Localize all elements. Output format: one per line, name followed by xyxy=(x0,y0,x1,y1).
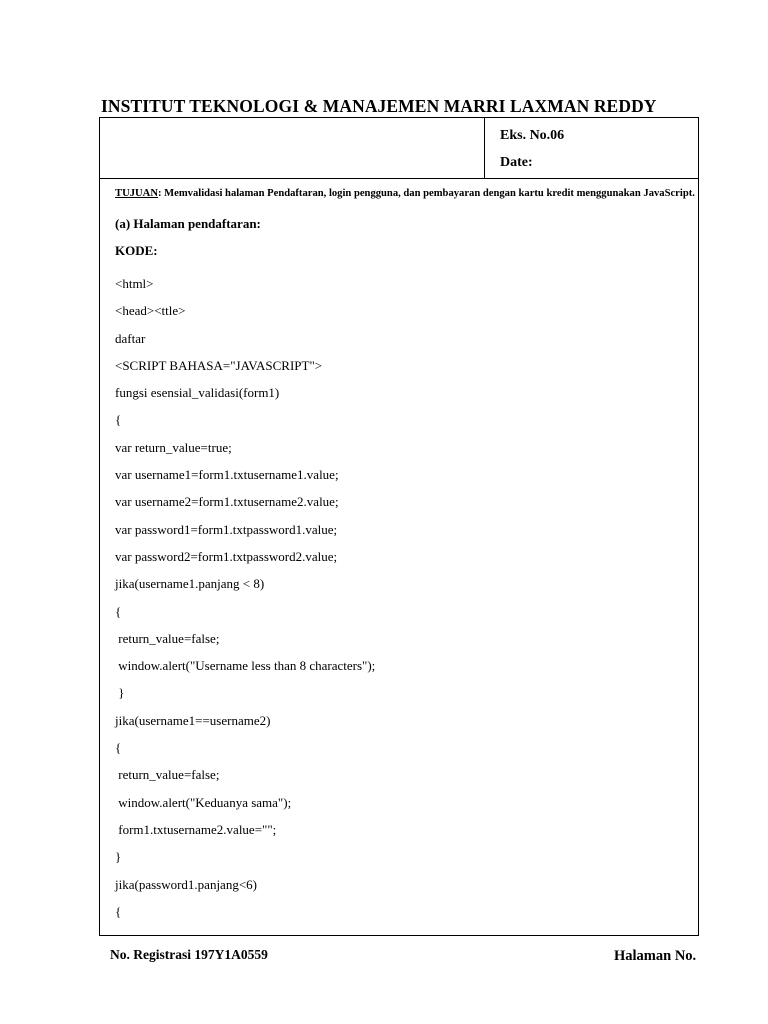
code-line: return_value=false; xyxy=(115,767,220,783)
code-block xyxy=(115,270,375,925)
code-line: { xyxy=(115,740,122,756)
code-line: return_value=false; xyxy=(115,630,220,646)
code-line: var password2=form1.txtpassword2.value; xyxy=(115,548,338,564)
code-line: var return_value=true; xyxy=(115,439,232,455)
code-line: } xyxy=(115,685,125,701)
code-line: var password1=form1.txtpassword1.value; xyxy=(115,521,338,537)
experiment-number: Eks. No.06 xyxy=(500,128,565,143)
header-divider xyxy=(484,118,485,178)
document-frame xyxy=(99,117,699,936)
code-line: window.alert("Username less than 8 characters"); xyxy=(115,658,376,674)
code-line: var username1=form1.txtusername1.value; xyxy=(115,467,339,483)
code-line: <SCRIPT BAHASA="JAVASCRIPT"> xyxy=(115,357,323,373)
code-line: jika(password1.panjang<6) xyxy=(115,876,257,892)
code-line: <head><ttle> xyxy=(115,303,186,319)
code-line: jika(username1.panjang < 8) xyxy=(115,576,265,592)
code-line: form1.txtusername2.value=""; xyxy=(115,821,277,837)
code-line: window.alert("Keduanya sama"); xyxy=(115,794,292,810)
part-title: (a) Halaman pendaftaran: xyxy=(115,216,261,231)
aim-label: TUJUAN xyxy=(115,188,158,199)
aim-text: : Memvalidasi halaman Pendaftaran, login pengguna, dan pembayaran dengan kartu kredit menggunakan JavaScript. xyxy=(157,188,695,199)
code-line: } xyxy=(115,849,122,865)
code-line: { xyxy=(115,903,122,919)
header-row xyxy=(100,118,698,179)
code-line: daftar xyxy=(115,330,146,346)
registration-number: No. Registrasi 197Y1A0559 xyxy=(110,947,268,962)
code-line: { xyxy=(115,412,122,428)
code-label: KODE: xyxy=(115,243,158,258)
code-line: jika(username1==username2) xyxy=(115,712,271,728)
page-number-label: Halaman No. xyxy=(614,948,697,964)
code-line: var username2=form1.txtusername2.value; xyxy=(115,494,339,510)
code-line: <html> xyxy=(115,276,154,291)
code-line: fungsi esensial_validasi(form1) xyxy=(115,385,280,401)
date-label: Date: xyxy=(500,155,533,170)
code-line: { xyxy=(115,603,122,619)
institute-title: INSTITUT TEKNOLOGI & MANAJEMEN MARRI LAXMAN REDDY xyxy=(101,96,657,116)
aim-statement xyxy=(115,188,695,199)
